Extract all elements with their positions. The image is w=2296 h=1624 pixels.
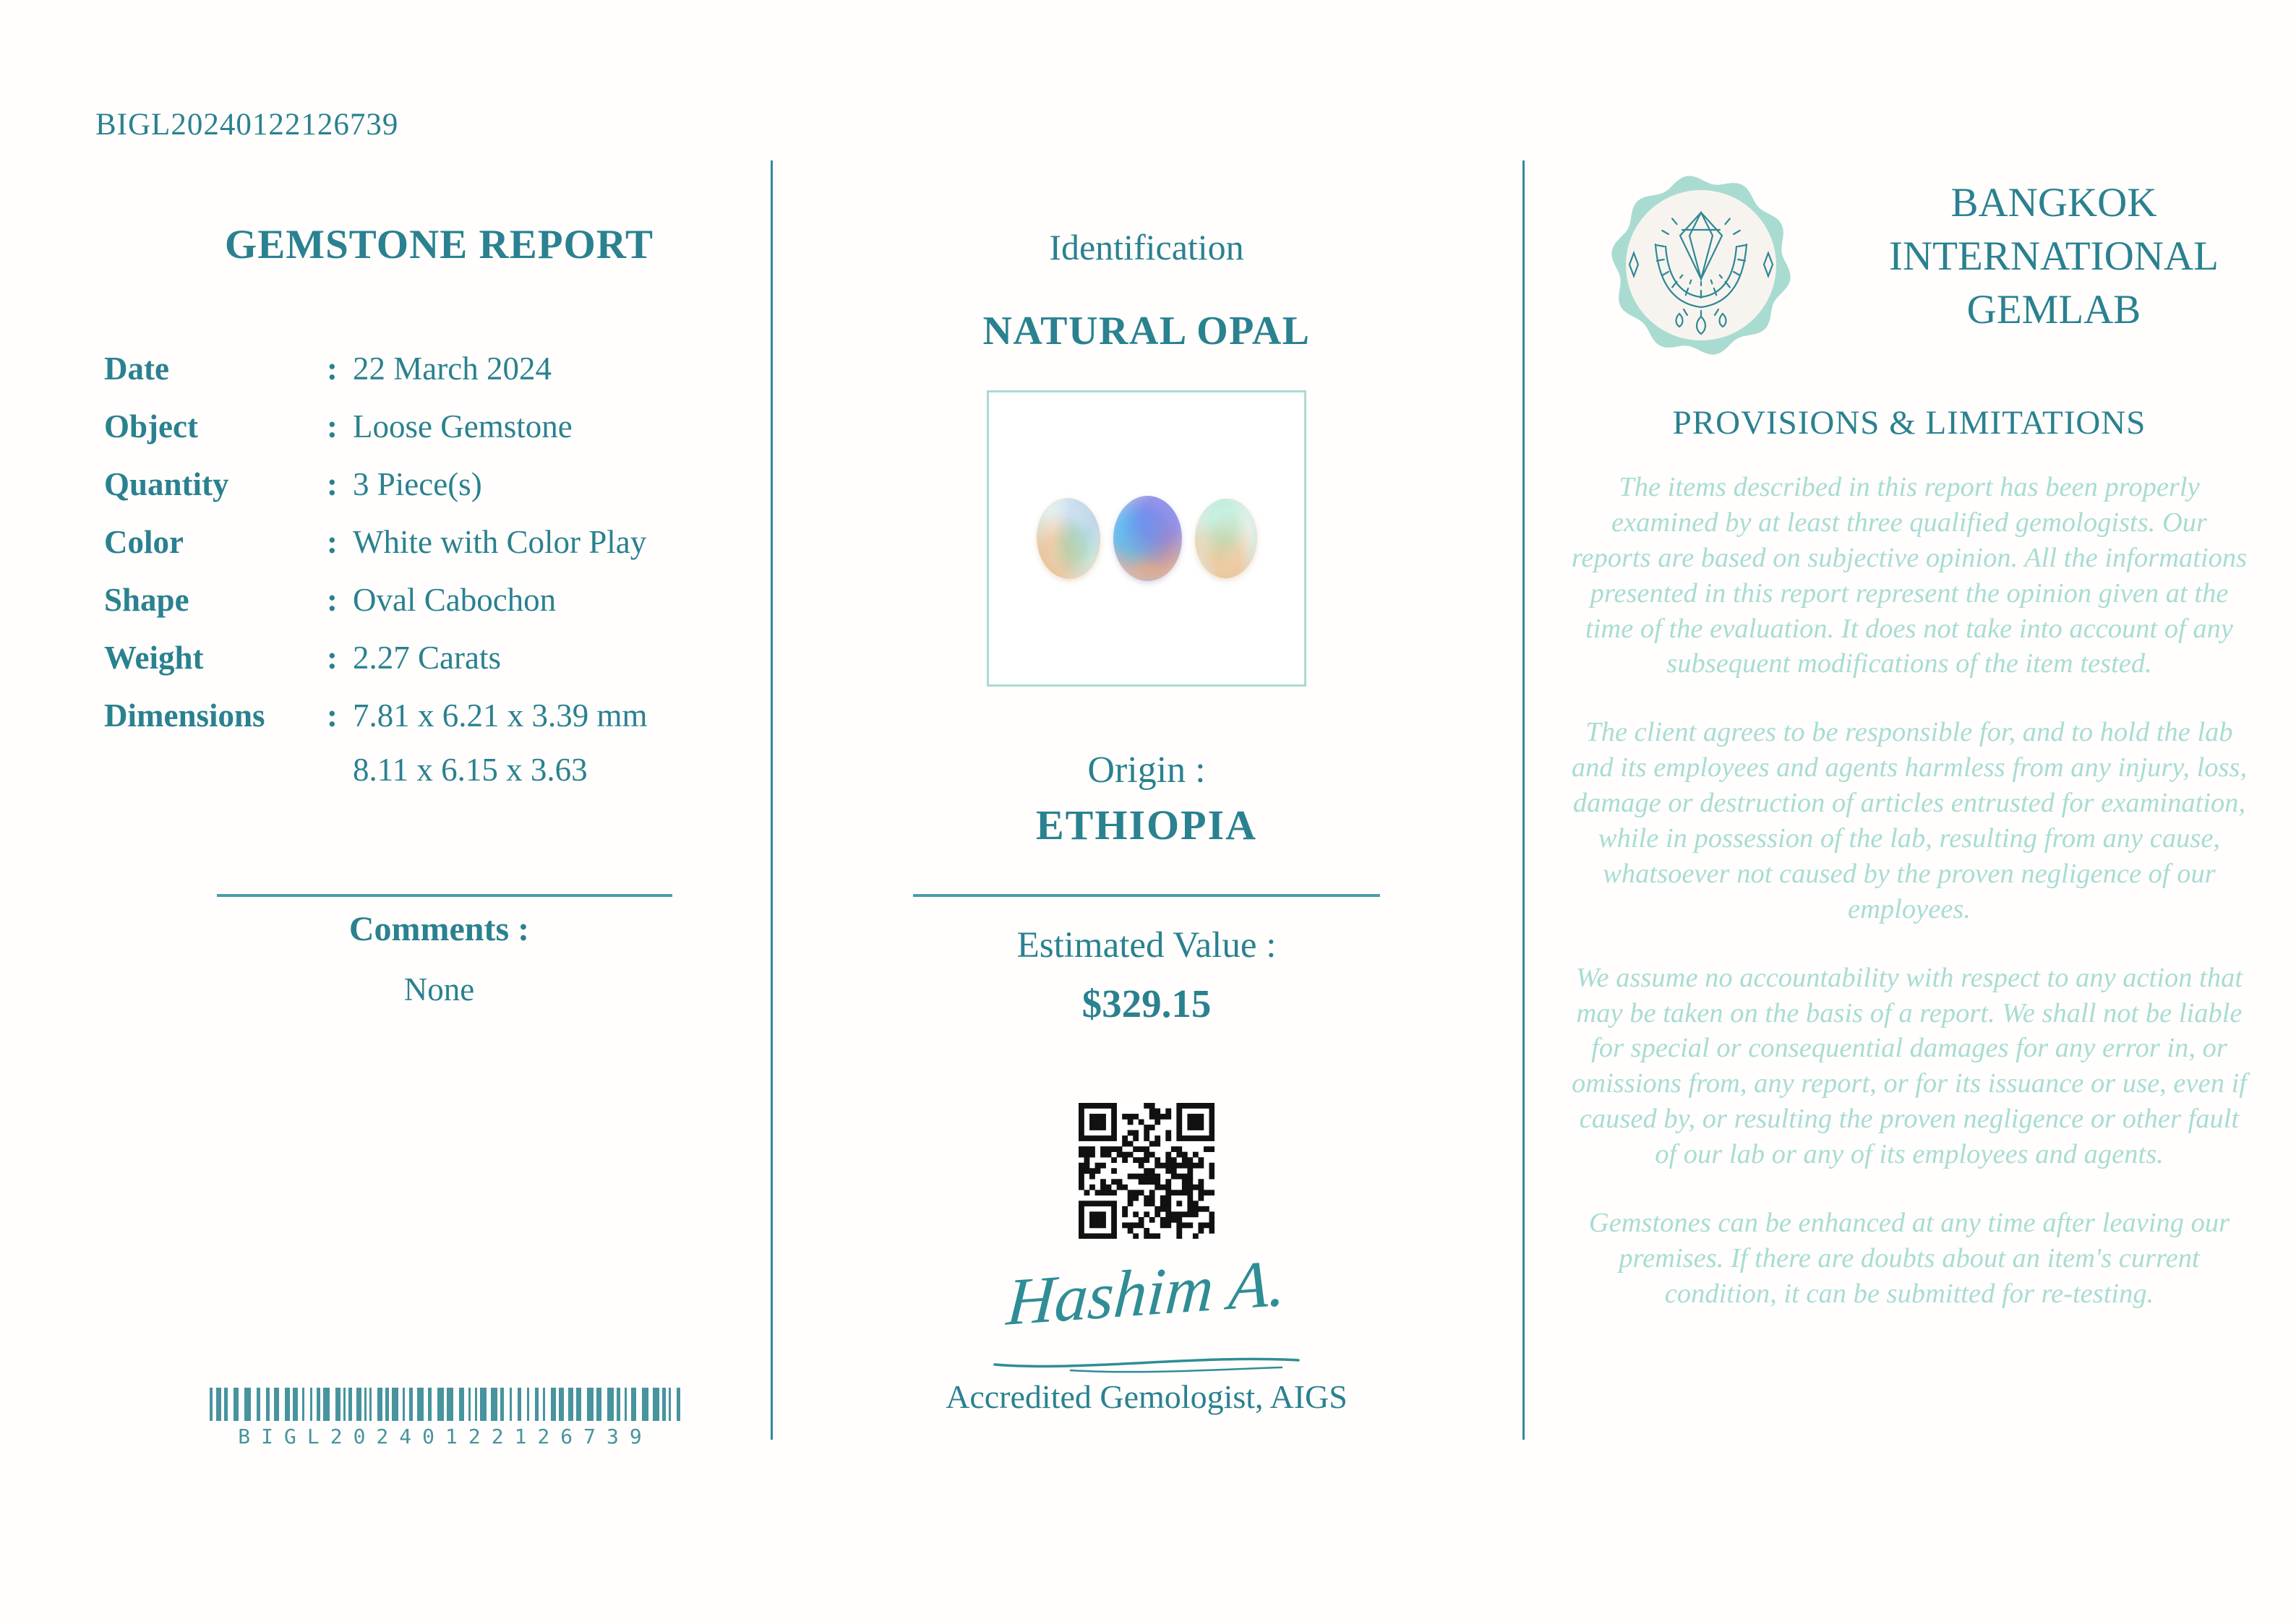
field-row xyxy=(104,353,755,385)
field-colon: : xyxy=(327,351,338,387)
estimated-value-label: Estimated Value : xyxy=(1016,925,1277,966)
gemologist-title: Accredited Gemologist, AIGS xyxy=(946,1378,1348,1415)
provisions-text xyxy=(1569,470,2250,1345)
report-number: BIGL20240122126739 xyxy=(95,108,399,142)
field-value xyxy=(353,408,755,444)
provisions-title: PROVISIONS & LIMITATIONS xyxy=(1672,404,2146,442)
field-value-line: 3 Piece(s) xyxy=(353,466,482,502)
opal-image-1 xyxy=(1035,497,1102,580)
field-row xyxy=(104,526,755,559)
qr-code xyxy=(1079,1103,1215,1239)
field-row xyxy=(104,468,755,501)
gemstone-photo xyxy=(987,390,1306,687)
field-label: Date xyxy=(104,351,169,387)
provision-paragraph: The client agrees to be responsible for, and to hold the lab and its employees and agents harmless from any injury, loss, damage or destruction of articles entrusted for examination, while in possession of the lab, resulting from any cause, whatsoever not caused by the proven negligence of our employees. xyxy=(1571,717,2248,924)
field-value xyxy=(353,697,755,788)
field-value-line: 7.81 x 6.21 x 3.39 mm xyxy=(353,697,648,734)
field-value-line: 22 March 2024 xyxy=(353,351,552,387)
field-label: Color xyxy=(104,524,184,560)
field-label: Weight xyxy=(104,640,204,676)
field-row xyxy=(104,584,755,616)
report-fields xyxy=(104,353,755,812)
provision-paragraph: We assume no accountability with respect to any action that may be taken on the basis of a report. We shall not be liable for special or consequential damages for any error in, or omissions from, any report, or for its issuance or use, even if caused by, or resulting the proven negligence or other fault of our lab or any of its employees and agents. xyxy=(1572,962,2247,1170)
origin-label: Origin : xyxy=(1087,749,1206,791)
field-colon: : xyxy=(327,408,338,444)
lab-name-line: BANGKOK xyxy=(1950,180,2157,225)
identification-section-label: Identification xyxy=(1049,227,1244,267)
field-colon: : xyxy=(327,524,338,560)
identification-column xyxy=(771,0,1522,1624)
barcode-bars xyxy=(210,1388,681,1421)
field-colon: : xyxy=(327,582,338,618)
opal-image-3 xyxy=(1194,498,1259,580)
field-value xyxy=(353,468,755,501)
field-colon: : xyxy=(327,466,338,502)
report-title: GEMSTONE REPORT xyxy=(224,222,654,267)
field-value xyxy=(353,353,755,385)
signature-underline xyxy=(991,1353,1302,1375)
barcode xyxy=(210,1388,681,1448)
lab-logo xyxy=(1608,172,1794,358)
comments-divider xyxy=(217,894,672,897)
field-value-line: White with Color Play xyxy=(353,524,647,560)
field-value-line: 8.11 x 6.15 x 3.63 xyxy=(353,752,588,788)
opal-image-2 xyxy=(1113,496,1182,581)
provision-paragraph: The items described in this report has been properly examined by at least three qualified gemologists. Our reports are based on subjective opinion. All the informations presented in this report represent the opinion given at the time of the evaluation. It does not take into account of any subsequent modifications of the item tested. xyxy=(1571,472,2248,679)
field-row xyxy=(104,408,755,444)
field-value xyxy=(353,584,755,616)
field-value-line: Loose Gemstone xyxy=(353,408,573,444)
field-label: Shape xyxy=(104,582,189,618)
field-label: Quantity xyxy=(104,466,229,502)
barcode-text: BIGL20240122126739 xyxy=(238,1425,653,1448)
comments-label: Comments : xyxy=(348,910,530,948)
field-label: Dimensions xyxy=(104,697,265,734)
lab-name-line: GEMLAB xyxy=(1966,287,2141,332)
lab-name-line: INTERNATIONAL xyxy=(1889,233,2219,279)
field-value-line: 2.27 Carats xyxy=(353,640,501,676)
signature: Hashim A. xyxy=(1004,1245,1289,1339)
provision-paragraph: Gemstones can be enhanced at any time after leaving our premises. If there are doubts about an item's current condition, it can be submitted for re-testing. xyxy=(1588,1208,2230,1309)
origin-value: ETHIOPIA xyxy=(1035,802,1258,848)
field-colon: : xyxy=(327,640,338,676)
comments-value: None xyxy=(403,971,475,1008)
lab-name xyxy=(1844,176,2263,337)
field-label: Object xyxy=(104,408,198,444)
field-value xyxy=(353,526,755,559)
field-value xyxy=(353,642,755,674)
field-value-line: Oval Cabochon xyxy=(353,582,557,618)
field-colon: : xyxy=(327,697,338,734)
identification-result: NATURAL OPAL xyxy=(982,309,1311,353)
lab-column xyxy=(1522,0,2296,1624)
field-row xyxy=(104,697,755,788)
value-divider xyxy=(913,894,1380,897)
field-row xyxy=(104,642,755,674)
estimated-value: $329.15 xyxy=(1081,981,1212,1026)
